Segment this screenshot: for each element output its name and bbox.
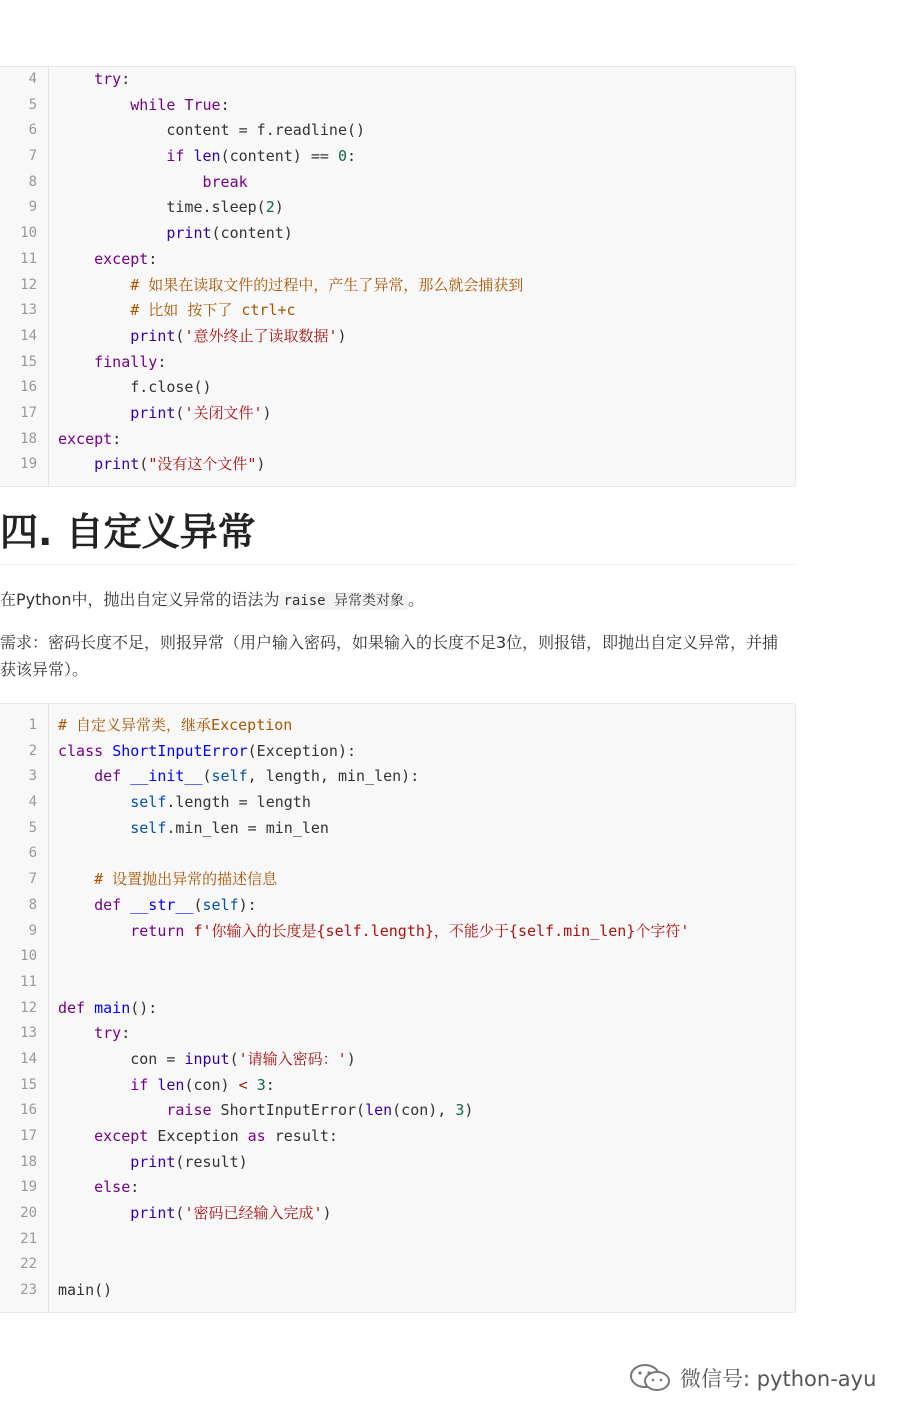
code-line xyxy=(0,401,795,427)
code-token: : xyxy=(121,70,131,88)
code-token: def xyxy=(94,767,122,786)
code-token: .length = length xyxy=(166,793,311,812)
code-token xyxy=(58,96,130,114)
code-token: '关闭文件' xyxy=(184,403,263,422)
code-token: : xyxy=(112,429,122,448)
code-token xyxy=(58,1204,130,1222)
code-token: print xyxy=(130,403,176,422)
code-token xyxy=(148,1076,157,1094)
line-number: 10 xyxy=(20,948,37,965)
code-token: time.sleep( xyxy=(58,198,266,217)
wechat-icon xyxy=(628,1362,672,1394)
line-number: 18 xyxy=(20,1153,37,1170)
code-text xyxy=(58,452,265,478)
requirement-paragraph: 需求：密码长度不足，则报异常（用户输入密码，如果输入的长度不足3位，则报错，即抛出自定义异常，并捕获该异常）。 xyxy=(0,633,779,679)
line-number: 8 xyxy=(28,896,37,913)
code-line xyxy=(0,713,795,739)
code-token xyxy=(58,896,94,914)
line-number: 2 xyxy=(28,742,37,759)
code-token: content = f.readline() xyxy=(58,121,366,140)
code-text xyxy=(58,118,365,144)
code-token xyxy=(103,742,112,760)
code-token: con = xyxy=(58,1049,185,1068)
line-number: 4 xyxy=(28,71,37,87)
inline-code-raise: raise 异常类对象 xyxy=(279,592,408,610)
code-token: .min_len = min_len xyxy=(166,818,329,837)
code-token: print xyxy=(166,224,212,243)
code-token xyxy=(58,353,94,371)
code-line xyxy=(0,93,795,119)
code-line xyxy=(0,452,795,478)
code-text xyxy=(58,144,356,170)
code-token xyxy=(121,767,130,785)
code-token: ) xyxy=(274,198,284,217)
code-token: self xyxy=(202,895,239,914)
code-block-2 xyxy=(0,703,796,1313)
code-token: ( xyxy=(202,767,212,786)
code-line xyxy=(0,739,795,765)
wechat-watermark xyxy=(628,1360,876,1396)
code-text xyxy=(58,324,347,350)
code-token xyxy=(58,870,94,888)
line-number: 19 xyxy=(20,456,37,473)
code-token: Exception xyxy=(148,1127,248,1145)
line-number: 12 xyxy=(20,999,37,1016)
code-line xyxy=(0,867,795,893)
code-token: '意外终止了读取数据' xyxy=(184,326,338,345)
code-token: ( xyxy=(193,895,203,914)
line-number: 14 xyxy=(20,327,37,344)
code-token: class xyxy=(58,741,104,760)
line-number: 22 xyxy=(20,1256,37,1273)
code-token xyxy=(58,1024,94,1042)
code-token xyxy=(58,224,166,242)
line-number: 17 xyxy=(20,404,37,421)
code-token: ShortInputError xyxy=(112,741,248,760)
code-token: # 比如 按下了 ctrl+c xyxy=(130,301,296,320)
code-token xyxy=(58,922,130,940)
code-token: : xyxy=(148,249,158,268)
code-token: main() xyxy=(58,1281,113,1300)
line-number: 7 xyxy=(28,148,37,165)
code-text xyxy=(58,375,212,401)
code-line xyxy=(0,1227,795,1253)
code-token: def xyxy=(58,998,86,1017)
code-token: __init__ xyxy=(130,767,203,786)
code-line xyxy=(0,118,795,144)
code-line xyxy=(0,427,795,453)
code-text xyxy=(58,1150,248,1176)
code-line xyxy=(0,273,795,299)
code-token: ShortInputError( xyxy=(211,1101,366,1120)
code-line xyxy=(0,195,795,221)
code-token xyxy=(58,767,94,785)
code-text xyxy=(58,221,293,247)
code-text xyxy=(58,1175,139,1201)
intro-text-end: 。 xyxy=(408,590,425,609)
line-number: 5 xyxy=(28,819,37,836)
line-number: 9 xyxy=(28,922,37,939)
code-token: < xyxy=(238,1075,248,1094)
code-token: 3 xyxy=(256,1075,266,1094)
code-text xyxy=(58,1073,275,1099)
code-token: try xyxy=(94,1024,122,1043)
code-text xyxy=(58,273,523,299)
line-number: 12 xyxy=(20,276,37,293)
code-text xyxy=(58,867,277,893)
line-number: 19 xyxy=(20,1179,37,1196)
code-token: '请输入密码：' xyxy=(238,1049,347,1068)
code-text xyxy=(58,93,230,119)
line-number: 21 xyxy=(20,1230,37,1247)
code-token: if xyxy=(130,1075,149,1094)
code-token: # 设置抛出异常的描述信息 xyxy=(94,870,278,889)
code-token: ( xyxy=(175,403,185,422)
code-line xyxy=(0,144,795,170)
code-token: self xyxy=(211,767,248,786)
code-text xyxy=(58,1124,338,1150)
code-token: ) xyxy=(464,1101,474,1120)
watermark-text: 微信号: python-ayu xyxy=(680,1367,877,1391)
code-token: f.close() xyxy=(58,378,212,397)
code-token xyxy=(58,1127,94,1145)
code-token xyxy=(58,1178,94,1196)
code-line xyxy=(0,298,795,324)
code-line xyxy=(0,944,795,970)
code-text xyxy=(58,67,130,93)
code-text xyxy=(58,1098,473,1124)
code-line xyxy=(0,1098,795,1124)
code-token: self xyxy=(130,818,167,837)
code-token: except xyxy=(58,429,113,448)
code-text xyxy=(58,1047,356,1073)
line-number: 23 xyxy=(20,1282,37,1299)
code-text xyxy=(58,195,284,221)
code-token: ) xyxy=(322,1204,332,1223)
code-line xyxy=(0,221,795,247)
code-token: finally xyxy=(94,352,158,371)
line-number: 15 xyxy=(20,1076,37,1093)
intro-paragraph xyxy=(0,586,790,615)
intro-text: 在Python中，抛出自定义异常的语法为 xyxy=(0,590,280,609)
code-token: : xyxy=(121,1024,131,1043)
code-token: (): xyxy=(130,998,158,1017)
code-token: result: xyxy=(265,1127,338,1145)
code-token: else xyxy=(94,1178,131,1197)
code-token xyxy=(58,1076,130,1094)
code-token: : xyxy=(347,147,357,166)
code-token xyxy=(58,455,94,473)
code-token xyxy=(58,1101,166,1119)
code-token: len xyxy=(157,1075,185,1094)
line-number: 20 xyxy=(20,1205,37,1222)
code-token xyxy=(58,793,130,811)
code-text xyxy=(58,919,689,945)
code-block-1 xyxy=(0,66,796,487)
line-number: 3 xyxy=(28,768,37,785)
code-token: ) xyxy=(256,455,266,474)
code-token: __str__ xyxy=(130,895,194,914)
code-token: print xyxy=(130,1152,176,1171)
code-lines xyxy=(0,67,795,478)
code-token: while xyxy=(130,95,176,114)
code-token xyxy=(58,173,203,191)
line-number: 16 xyxy=(20,379,37,396)
code-line xyxy=(0,970,795,996)
code-token: break xyxy=(202,172,248,191)
code-line xyxy=(0,1073,795,1099)
line-number: 16 xyxy=(20,1102,37,1119)
code-token: ): xyxy=(238,895,257,914)
code-token xyxy=(58,276,130,294)
code-line xyxy=(0,893,795,919)
line-number: 13 xyxy=(20,302,37,319)
line-number: 15 xyxy=(20,353,37,370)
code-token: print xyxy=(130,326,176,345)
code-token xyxy=(58,404,130,422)
code-line xyxy=(0,764,795,790)
line-number: 10 xyxy=(20,225,37,242)
code-line xyxy=(0,170,795,196)
code-token: ( xyxy=(229,1049,239,1068)
code-token xyxy=(58,1153,130,1171)
code-text xyxy=(58,170,248,196)
code-token: (con), xyxy=(392,1101,456,1120)
line-number: 14 xyxy=(20,1050,37,1067)
code-text xyxy=(58,713,292,739)
code-token: def xyxy=(94,895,122,914)
section-heading: 四. 自定义异常 xyxy=(0,506,796,565)
code-token: len xyxy=(193,147,221,166)
code-token xyxy=(58,250,94,268)
code-token: (con) xyxy=(184,1075,239,1094)
code-line xyxy=(0,790,795,816)
code-token: ( xyxy=(175,1204,185,1223)
line-number: 6 xyxy=(28,845,37,862)
code-token: f'你输入的长度是{self.length}，不能少于{self.min_len}个字符' xyxy=(193,921,690,940)
code-token: ) xyxy=(337,326,347,345)
code-token: '密码已经输入完成' xyxy=(184,1204,323,1223)
line-number: 18 xyxy=(20,430,37,447)
code-line xyxy=(0,324,795,350)
code-token: True xyxy=(184,95,221,114)
line-number: 8 xyxy=(28,173,37,190)
code-token: 3 xyxy=(455,1101,465,1120)
code-token: len xyxy=(365,1101,393,1120)
line-number: 17 xyxy=(20,1128,37,1144)
code-line xyxy=(0,67,795,93)
code-token: (content) xyxy=(211,224,293,243)
code-token xyxy=(58,147,166,165)
code-token xyxy=(121,896,130,914)
line-number: 9 xyxy=(28,199,37,216)
line-number: 4 xyxy=(28,794,37,811)
code-text xyxy=(58,1278,112,1304)
code-text xyxy=(58,1021,130,1047)
code-text xyxy=(58,350,166,376)
code-text xyxy=(58,996,157,1022)
code-token xyxy=(58,70,94,88)
code-token xyxy=(58,819,130,837)
code-line xyxy=(0,1252,795,1278)
line-number: 1 xyxy=(28,717,37,733)
code-token: self xyxy=(130,793,167,812)
line-number: 11 xyxy=(20,250,37,267)
code-line xyxy=(0,1124,795,1150)
code-line xyxy=(0,1021,795,1047)
code-token: ( xyxy=(139,455,149,474)
code-token xyxy=(58,327,130,345)
line-number: 7 xyxy=(28,871,37,888)
line-number: 5 xyxy=(28,96,37,113)
code-line xyxy=(0,1175,795,1201)
code-token: ) xyxy=(346,1049,356,1068)
code-token: raise xyxy=(166,1101,212,1120)
code-line xyxy=(0,841,795,867)
code-token: "没有这个文件" xyxy=(148,455,257,474)
code-line xyxy=(0,375,795,401)
code-token: main xyxy=(94,998,131,1017)
code-line xyxy=(0,1047,795,1073)
code-token xyxy=(248,1076,257,1094)
code-token: 0 xyxy=(337,147,347,166)
code-token: 2 xyxy=(265,198,275,217)
line-number: 13 xyxy=(20,1025,37,1042)
code-token: print xyxy=(130,1204,176,1223)
code-line xyxy=(0,919,795,945)
code-token: except xyxy=(94,1127,149,1145)
code-text xyxy=(58,790,311,816)
code-token: # 如果在读取文件的过程中，产生了异常，那么就会捕获到 xyxy=(130,275,524,294)
line-number: 6 xyxy=(28,122,37,139)
code-line xyxy=(0,247,795,273)
code-token: : xyxy=(130,1178,140,1197)
code-token: : xyxy=(157,352,167,371)
code-token: if xyxy=(166,147,185,166)
code-token: : xyxy=(220,95,230,114)
code-token: print xyxy=(94,455,140,474)
code-token: return xyxy=(130,921,185,940)
code-token: (Exception): xyxy=(247,741,357,760)
code-line xyxy=(0,1278,795,1304)
code-text xyxy=(58,764,419,790)
code-line xyxy=(0,1201,795,1227)
code-text xyxy=(58,427,121,453)
code-text xyxy=(58,893,257,919)
code-token: ( xyxy=(175,326,185,345)
code-token: input xyxy=(184,1049,230,1068)
code-token: , length, min_len): xyxy=(247,767,420,786)
code-text xyxy=(58,247,157,273)
code-text xyxy=(58,298,296,324)
code-text xyxy=(58,739,356,765)
code-token: : xyxy=(265,1075,275,1094)
code-text xyxy=(58,816,329,842)
line-number: 11 xyxy=(20,973,37,990)
code-token: ) xyxy=(262,403,272,422)
code-lines xyxy=(0,713,795,1304)
code-token: try xyxy=(94,70,122,88)
code-token xyxy=(58,301,130,319)
code-token: except xyxy=(94,249,149,268)
code-text xyxy=(58,1201,332,1227)
code-token xyxy=(85,999,94,1017)
code-token: (result) xyxy=(175,1152,248,1171)
code-token: (content) == xyxy=(220,147,338,166)
code-line xyxy=(0,996,795,1022)
code-line xyxy=(0,816,795,842)
code-text xyxy=(58,401,272,427)
code-line xyxy=(0,1150,795,1176)
code-token: as xyxy=(247,1127,266,1145)
code-line xyxy=(0,350,795,376)
code-token: # 自定义异常类，继承Exception xyxy=(58,716,293,734)
